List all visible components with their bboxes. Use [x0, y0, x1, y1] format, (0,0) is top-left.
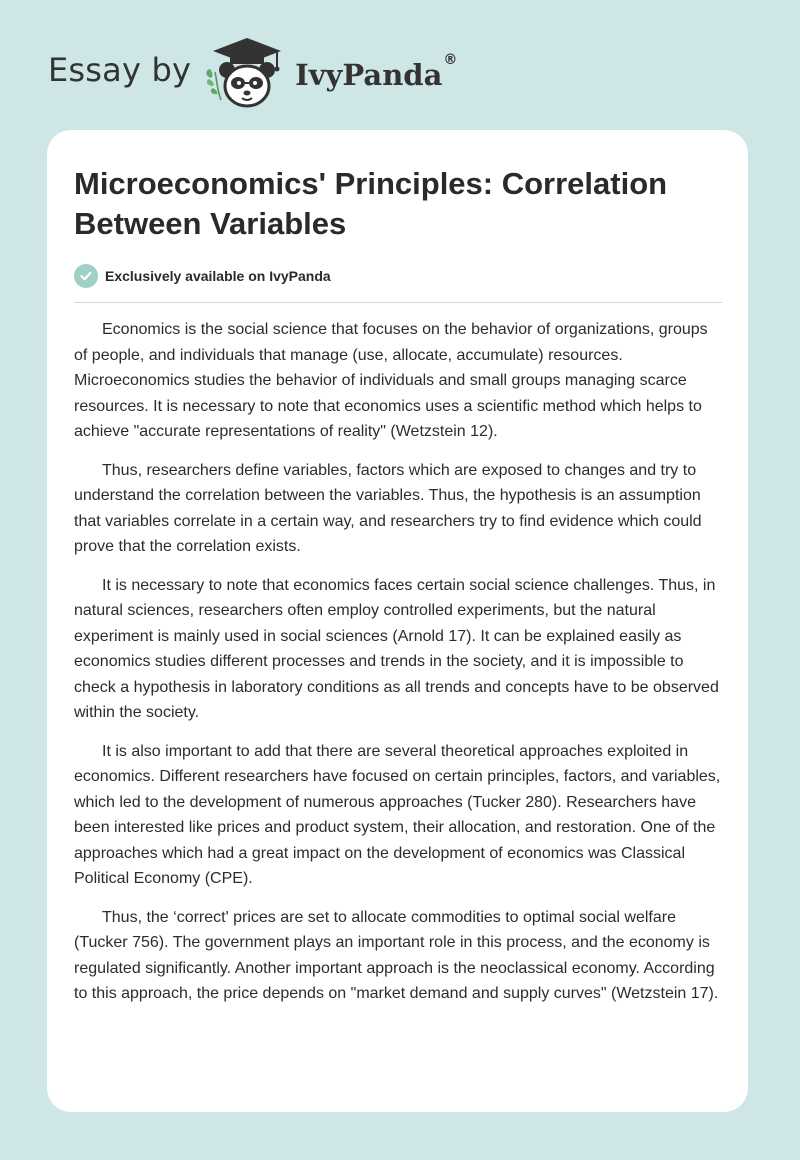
paragraph-5: Thus, the ‘correct' prices are set to allocate commodities to optimal social welfare (Tucker 756). The government plays an important role in this process, and the economy is regulated significantly. Another important approach is the neoclassical economy. According to this approach, the price depends on "market demand and supply curves" (Wetzstein 17). [74, 908, 719, 1002]
essay-card [47, 130, 748, 1112]
ivypanda-logo-text[interactable]: IvyPanda® [295, 52, 458, 92]
panda-graduate-icon[interactable] [203, 34, 291, 110]
exclusive-badge-label: Exclusively available on IvyPanda [105, 268, 331, 284]
divider [74, 302, 722, 303]
site-header [48, 34, 457, 110]
essay-title: Microeconomics' Principles: Correlation Between Variables [74, 166, 668, 241]
paragraph-2: Thus, researchers define variables, factors which are exposed to changes and try to understand the correlation between the variables. Thus, the hypothesis is an assumption that variables correlate in a certain way, and researchers try to find evidence which could prove that the correlation exists. [74, 461, 702, 555]
paragraph-1: Economics is the social science that focuses on the behavior of organizations, groups of people, and individuals that manage (use, allocate, accumulate) resources. Microeconomics studies the behavior of individuals and small groups managing scarce resources. It is necessary to note that economics uses a scientific method which helps to achieve "accurate representations of reality" (Wetzstein 12). [74, 321, 708, 440]
essay-by-label: Essay by [48, 51, 192, 89]
paragraph-4: It is also important to add that there are several theoretical approaches exploited in economics. Different researchers have focused on certain principles, factors, and variables, which led to the development of numerous approaches (Tucker 280). Researchers have been interested like prices and product system, their allocation, and restoration. One of the approaches which had a great impact on the development of economics was Classical Political Economy (CPE). [74, 742, 721, 887]
registered-mark: ® [443, 52, 458, 68]
paragraph-3: It is necessary to note that economics faces certain social science challenges. Thus, in natural sciences, researchers often employ controlled experiments, but the natural experiment is mainly used in social sciences (Arnold 17). It can be explained easily as economics studies different processes and trends in the society, and it is impossible to check a hypothesis in laboratory conditions as all trends and concepts have to be observed within the society. [74, 576, 719, 721]
essay-body [74, 317, 722, 1007]
check-circle-icon [74, 264, 98, 288]
exclusive-badge [74, 264, 722, 288]
